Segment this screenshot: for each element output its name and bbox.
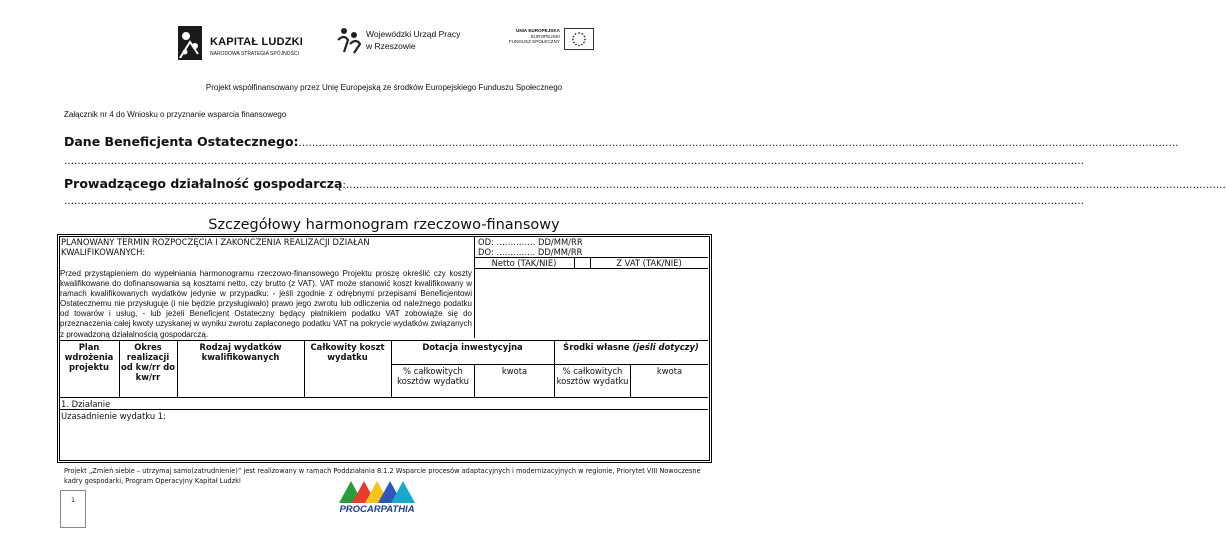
wup-logo	[336, 26, 476, 56]
activity-dots: …………………………………………………………………………………………………………………………………………………………………………………………………………………………………………	[345, 180, 1226, 191]
netto-option[interactable]: Netto (TAK/NIE)	[491, 258, 557, 268]
col-calkowity: Całkowity koszt wydatku	[310, 342, 385, 362]
divider-vertical	[474, 236, 475, 338]
row-uzasadnienie[interactable]: Uzasadnienie wydatku 1:	[61, 411, 166, 421]
header-row-top	[59, 340, 708, 341]
srodki-pct: % całkowitych kosztów wydatku	[556, 366, 629, 386]
activity-colon: :	[342, 180, 346, 191]
dotacja-pct: % całkowitych kosztów wydatku	[397, 366, 469, 386]
beneficiary-field[interactable]	[64, 134, 1179, 149]
activity-label: Prowadzącego działalność gospodarczą	[64, 176, 343, 191]
eu-flag-icon	[564, 28, 594, 50]
footer-note: Projekt „Zmień siebie – utrzymaj samo(zatrudnienie)” jest realizowany w ramach Poddziałania 8.1.2 Wsparcie procesów adaptacyjnych i modernizacyjnych w regionie, Priorytet VIII Nowoczesne kadry gospodarki, Program Operacyjny Kapitał Ludzki	[64, 467, 701, 485]
eu-logo-text	[502, 28, 560, 45]
activity-field[interactable]	[64, 176, 1226, 191]
planned-term-label: PLANOWANY TERMIN ROZPOCZĘCIA I ZAKOŃCZENIA REALIZACJI DZIAŁAŃ	[61, 237, 370, 247]
divider-horizontal	[474, 268, 708, 269]
kapital-ludzki-title: KAPITAŁ LUDZKI	[210, 36, 304, 48]
eu-logo-line2: EUROPEJSKI	[530, 33, 560, 39]
procarpathia-mountains-icon	[339, 479, 415, 503]
col-rodzaj: Rodzaj wydatków kwalifikowanych	[199, 342, 282, 362]
row-divider	[59, 397, 708, 398]
date-from-field[interactable]: OD: ………….. DD/MM/RR	[478, 237, 583, 247]
qualified-label: KWALIFIKOWANYCH:	[61, 247, 146, 257]
divider-vertical	[574, 257, 575, 268]
kapital-ludzki-emblem-icon	[176, 24, 204, 62]
date-to-field[interactable]: DO: ………….. DD/MM/RR	[478, 247, 583, 257]
col-dotacja: Dotacja inwestycyjna	[422, 342, 523, 352]
col-srodki-label: Środki własne	[563, 342, 633, 352]
kapital-ludzki-logo	[176, 24, 304, 64]
kapital-ludzki-subtitle: NARODOWA STRATEGIA SPÓJNOŚCI	[210, 51, 299, 57]
subheader-divider	[391, 364, 708, 365]
wup-figures-icon	[336, 26, 362, 54]
eu-logo-line1: UNIA EUROPEJSKA	[516, 28, 560, 33]
wup-name-line1: Wojewódzki Urząd Pracy	[366, 29, 461, 39]
procarpathia-logo	[335, 479, 419, 515]
beneficiary-dots: …………………………………………………………………………………………………………………………………………………………………………………………………………………………………………	[298, 138, 1179, 149]
col-okres: Okres realizacji od kw/rr do kw/rr	[121, 342, 175, 382]
section-title: Szczegółowy harmonogram rzeczowo-finansowy	[208, 217, 560, 233]
beneficiary-label: Dane Beneficjenta Ostatecznego:	[64, 134, 299, 149]
srodki-kwota: kwota	[656, 366, 683, 376]
activity-field-continuation[interactable]: ………………………………………………………………………………………………………………………………………………………………………………………………………………………………………………………………………………	[64, 196, 1084, 207]
wup-name-line2: w Rzeszowie	[366, 41, 416, 51]
page-number: 1	[71, 497, 75, 504]
row-dzialanie[interactable]: 1. Działanie	[61, 399, 111, 409]
page-number-box	[60, 490, 86, 528]
eu-logo-line3: FUNDUSZ SPOŁECZNY	[508, 39, 560, 45]
cofinancing-note: Projekt współfinansowany przez Unię Europejską ze środków Europejskiego Funduszu Społecznego	[205, 83, 563, 92]
vat-option[interactable]: Z VAT (TAK/NIE)	[616, 258, 682, 268]
row-divider	[59, 409, 708, 410]
eu-logo	[502, 28, 594, 52]
col-srodki-note: (jeśli dotyczy)	[632, 342, 699, 352]
col-plan: Plan wdrożenia projektu	[64, 342, 114, 372]
beneficiary-field-continuation[interactable]: ………………………………………………………………………………………………………………………………………………………………………………………………………………………………………………………………………………	[64, 156, 1084, 167]
dotacja-kwota: kwota	[501, 366, 528, 376]
vat-instructions: Przed przystąpieniem do wypełniania harmonogramu rzeczowo-finansowego Projektu proszę określić czy koszty kwalifikowane do dofinansowania są kosztami netto, czy brutto (z VAT). VAT może stanowić koszt kwalifikowany w ramach kwalifikowanych wydatków jedynie w przypadku: - jeśli zgodnie z odrębnymi przepisami Beneficjentowi Ostatecznemu nie przysługuje (i nie będzie przysługiwało) prawo jego zwrotu lub odliczenia od należnego podatku od towarów i usług, - lub jeżeli Beneficjent Ostateczny będący płatnikiem podatku VAT zobowiąże się do przeznaczenia całej kwoty uzyskanej w wyniku zwrotu zapłaconego podatku VAT na pokrycie wydatków związanych z prowadzoną działalnością gospodarczą.	[60, 269, 472, 339]
annex-note: Załącznik nr 4 do Wniosku o przyznanie wsparcia finansowego	[64, 110, 287, 119]
procarpathia-text: PROCARPATHIA	[339, 504, 415, 515]
col-srodki	[555, 342, 707, 352]
